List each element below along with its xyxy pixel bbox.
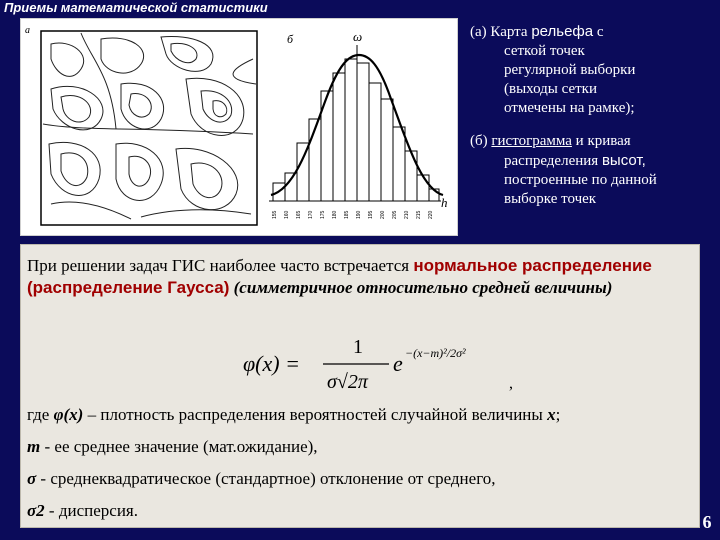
svg-text:180: 180	[332, 210, 338, 219]
intro-paragraph	[27, 255, 687, 299]
svg-text:160: 160	[284, 210, 290, 219]
axis-y-label: ω	[353, 29, 363, 44]
formula-denominator: σ√2π	[327, 371, 368, 393]
variance-symbol: σ2	[27, 501, 45, 520]
figure-caption	[470, 22, 706, 223]
phi-symbol: φ(x)	[53, 405, 84, 424]
caption-a-line: регулярной выборки	[504, 62, 636, 78]
svg-text:185: 185	[344, 210, 350, 219]
caption-a-suffix: с	[593, 24, 604, 40]
sigma-symbol: σ	[27, 469, 37, 488]
figure-svg	[21, 19, 457, 235]
svg-text:170: 170	[308, 210, 314, 219]
formula-svg	[243, 333, 513, 395]
caption-b-suffix: и кривая	[571, 133, 631, 149]
svg-text:200: 200	[380, 210, 386, 219]
histogram	[269, 29, 448, 219]
highlight-gauss: (распределение Гаусса)	[27, 278, 230, 297]
line-phi: где φ(x) – плотность распределения вероятностей случайной величины x;	[27, 405, 561, 424]
caption-b-word: гистограмма	[491, 133, 572, 149]
m-symbol: m	[27, 437, 41, 456]
caption-b-line: выборке точек	[504, 191, 597, 207]
caption-b-prefix: (б)	[470, 133, 492, 149]
svg-text:175: 175	[320, 210, 326, 219]
relief-figure	[20, 18, 458, 236]
caption-a-prefix: (а) Карта	[470, 24, 532, 40]
formula-numerator: 1	[353, 336, 363, 358]
line-sigma: σ - среднеквадратическое (стандартное) отклонение от среднего,	[27, 469, 496, 488]
svg-text:155: 155	[272, 210, 278, 219]
page-number: 6	[702, 512, 712, 532]
highlight-normal-distribution: нормальное распределение	[413, 256, 652, 275]
formula-lhs: φ(x) =	[243, 351, 300, 376]
caption-b-line1-word: высот,	[601, 152, 646, 169]
formula-comma: ,	[509, 375, 513, 392]
caption-a-word: рельефа	[531, 23, 594, 40]
formula-e: e	[393, 351, 403, 376]
svg-text:205: 205	[392, 210, 398, 219]
svg-text:165: 165	[296, 210, 302, 219]
svg-text:195: 195	[368, 210, 374, 219]
caption-a-line: сеткой точек	[504, 43, 585, 59]
caption-a-line: (выходы сетки	[504, 81, 597, 97]
svg-text:190: 190	[356, 210, 362, 219]
line-variance: σ2 - дисперсия.	[27, 501, 138, 520]
slide-title: Приемы математической статистики	[4, 0, 268, 15]
intro-text: При решении задач ГИС наиболее часто встречается	[27, 256, 414, 275]
caption-b-line1-pre: распределения	[504, 153, 602, 169]
relief-map	[25, 25, 257, 225]
text-panel	[20, 244, 700, 528]
svg-text:215: 215	[416, 210, 422, 219]
normal-density-formula	[243, 333, 513, 400]
line-m: m - ее среднее значение (мат.ожидание),	[27, 437, 318, 456]
svg-text:210: 210	[404, 210, 410, 219]
label-b: б	[287, 32, 294, 46]
axis-x-label: h	[441, 195, 448, 210]
formula-exponent: −(x−m)²/2σ²	[405, 346, 466, 360]
svg-text:220: 220	[428, 210, 434, 219]
label-a: а	[25, 25, 30, 36]
caption-b-line: построенные по данной	[504, 172, 657, 188]
caption-b	[470, 132, 706, 209]
caption-a	[470, 22, 706, 118]
caption-a-line: отмечены на рамке);	[504, 100, 635, 116]
italic-note: (симметричное относительно средней величины)	[229, 278, 613, 297]
x-symbol: x	[547, 405, 556, 424]
